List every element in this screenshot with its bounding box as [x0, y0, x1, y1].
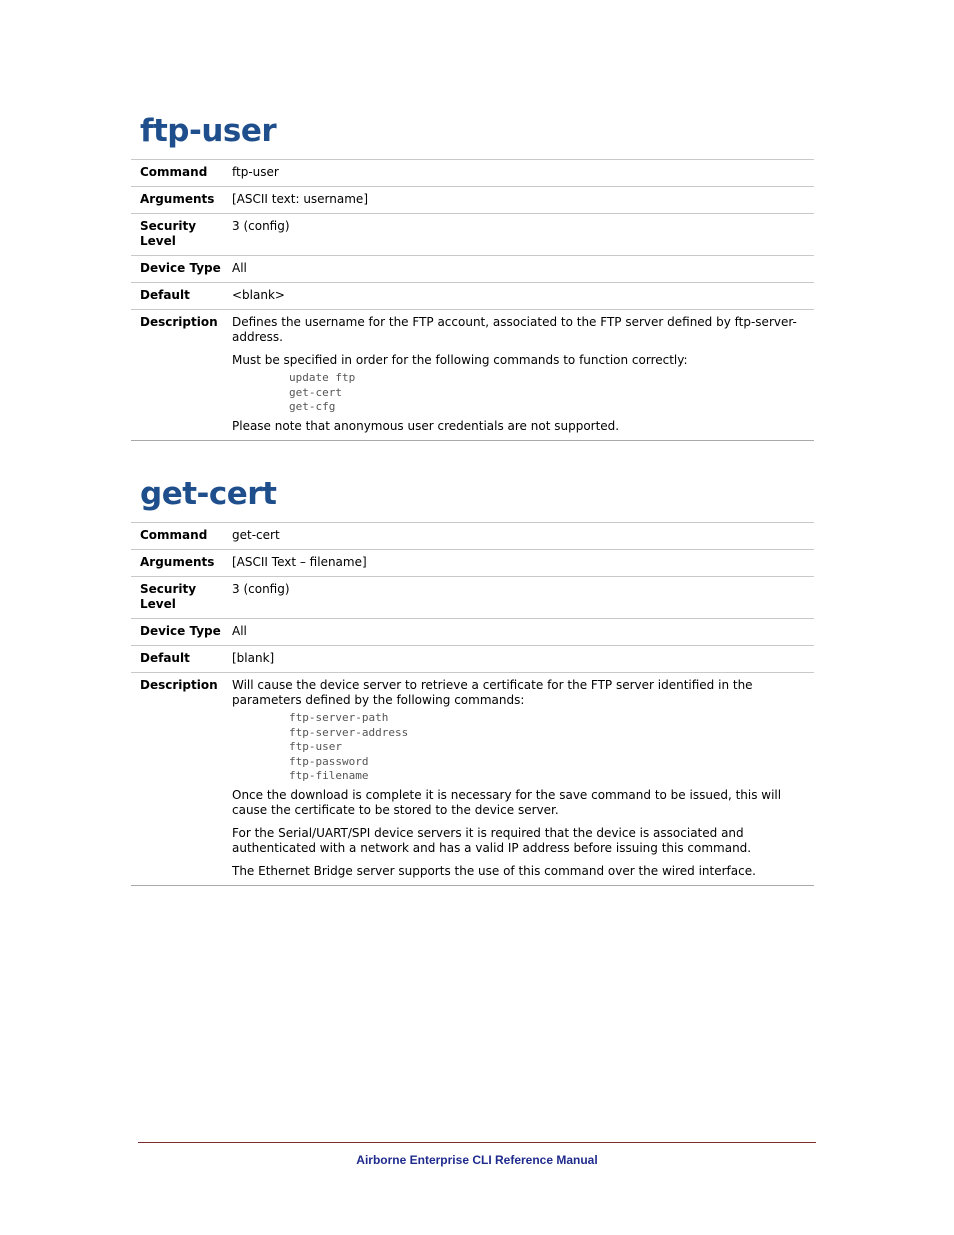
description-text: Will cause the device server to retrieve a certificate for the FTP server identified in the parameters defined by the following commands: [232, 678, 753, 707]
code-line: ftp-filename [289, 769, 369, 782]
row-value: All [232, 256, 814, 283]
section-get-cert [131, 476, 814, 886]
row-label: Command [131, 523, 232, 550]
description-cell [232, 310, 814, 441]
table-row [131, 523, 814, 550]
table-row [131, 577, 814, 619]
table-row [131, 646, 814, 673]
row-value: 3 (config) [232, 214, 814, 256]
section-title: ftp-user [140, 113, 277, 149]
row-value: <blank> [232, 283, 814, 310]
table-row [131, 673, 814, 886]
section-title: get-cert [140, 476, 277, 512]
description-text: The Ethernet Bridge server supports the use of this command over the wired interface. [232, 863, 756, 878]
row-value: ftp-user [232, 160, 814, 187]
table-row [131, 310, 814, 441]
row-label: Command [131, 160, 232, 187]
table-row [131, 214, 814, 256]
row-value: [blank] [232, 646, 814, 673]
description-text: Please note that anonymous user credentials are not supported. [232, 418, 620, 433]
code-line: ftp-user [289, 740, 342, 753]
row-label: Device Type [131, 619, 232, 646]
command-spec-table [131, 522, 814, 886]
code-line: get-cfg [289, 400, 336, 413]
row-value: All [232, 619, 814, 646]
row-value: [ASCII Text – filename] [232, 550, 814, 577]
code-line: ftp-password [289, 754, 369, 768]
description-cell [232, 673, 814, 886]
row-label: Default [131, 283, 232, 310]
row-label: Default [131, 646, 232, 673]
description-text: Must be specified in order for the following commands to function correctly: [232, 353, 688, 367]
row-label: Description [131, 310, 232, 441]
table-row [131, 283, 814, 310]
row-label: Security Level [131, 214, 232, 256]
footer-divider [138, 1142, 816, 1143]
command-spec-table [131, 159, 814, 441]
table-row [131, 619, 814, 646]
row-value: 3 (config) [232, 577, 814, 619]
description-text: Defines the username for the FTP account, associated to the FTP server defined by ftp-server-address. [232, 315, 797, 344]
code-line: ftp-server-path [289, 711, 389, 724]
section-ftp-user [131, 113, 814, 441]
description-text: Once the download is complete it is necessary for the save command to be issued, this will cause the certificate to be stored to the device server. [232, 787, 782, 817]
code-line: update ftp [289, 371, 356, 384]
row-label: Device Type [131, 256, 232, 283]
code-line: get-cert [289, 385, 342, 399]
description-text: For the Serial/UART/SPI device servers it is required that the device is associated and authenticated with a network and has a valid IP address before issuing this command. [232, 825, 752, 855]
row-label: Arguments [131, 550, 232, 577]
row-label: Arguments [131, 187, 232, 214]
code-block [289, 711, 806, 784]
table-row [131, 160, 814, 187]
table-row [131, 256, 814, 283]
row-label: Description [131, 673, 232, 886]
footer-title: Airborne Enterprise CLI Reference Manual [356, 1153, 598, 1167]
row-value: get-cert [232, 523, 814, 550]
row-value: [ASCII text: username] [232, 187, 814, 214]
row-label: Security Level [131, 577, 232, 619]
code-line: ftp-server-address [289, 725, 409, 739]
table-row [131, 550, 814, 577]
code-block [289, 371, 806, 415]
table-row [131, 187, 814, 214]
